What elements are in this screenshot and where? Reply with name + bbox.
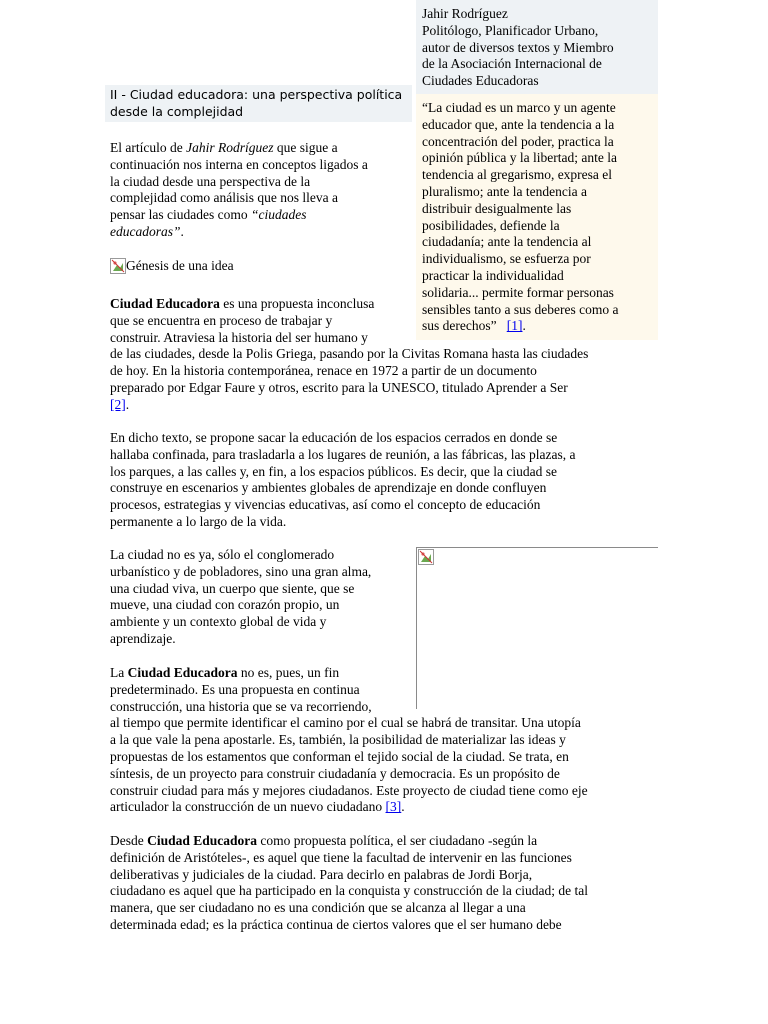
paragraph-5 [110, 833, 588, 934]
paragraph-text: articulador la construcción de un nuevo ciudadano [110, 799, 386, 815]
paragraph-line: construir ciudad para más y mejores ciudadanos. Este proyecto de ciudad tiene como eje [110, 782, 588, 798]
quote-line: distribuir desigualmente las [422, 200, 572, 216]
intro-emphasis: “ciudades [250, 207, 307, 223]
intro-line: continuación nos interna en conceptos ligados a [110, 156, 368, 172]
section-title-line: II - Ciudad educadora: una perspectiva política [110, 87, 403, 102]
intro-line [110, 207, 410, 224]
paragraph-1 [110, 296, 588, 414]
intro-text: que sigue a [273, 140, 338, 155]
footnote-link-2[interactable]: [2] [110, 396, 126, 412]
intro-text: . [180, 223, 184, 239]
author-bio-line: de la Asociación Internacional de [422, 56, 602, 72]
paragraph-line: síntesis, de un proyecto para construir ciudadanía y democracia. Es un propósito de [110, 765, 560, 781]
author-name: Jahir Rodríguez [422, 6, 508, 21]
paragraph-line: deliberativas y judiciales de la ciudad. Para decirlo en palabras de Jordi Borja, [110, 866, 533, 882]
paragraph-line: hallaba confinada, para trasladarla a los lugares de reunión, a las fábricas, las plazas, a [110, 446, 576, 462]
paragraph-line: que se encuentra en proceso de trabajar y [110, 312, 333, 328]
author-box [416, 0, 658, 94]
bold-term: Ciudad Educadora [110, 296, 220, 311]
genesis-heading [110, 258, 234, 275]
paragraph-line [110, 665, 588, 682]
quote-line: pluralismo; ante la tendencia a [422, 183, 587, 199]
section-title [105, 85, 412, 122]
paragraph-line: propuestas de los estamentos que conforman el tejido social de la ciudad. Se trata, en [110, 748, 569, 764]
paragraph-line: permanente a lo largo de la vida. [110, 513, 287, 529]
paragraph-line: manera, que ser ciudadano no es una condición que se alcanza al llegar a una [110, 900, 526, 916]
quote-period: . [522, 318, 526, 334]
intro-text: pensar las ciudades como [110, 207, 251, 223]
paragraph-text: Desde [110, 833, 148, 848]
broken-image-icon [418, 549, 434, 565]
paragraph-line: los parques, a las calles y, en fin, a los espacios públicos. Es decir, que la ciudad se [110, 463, 557, 479]
paragraph-line [110, 799, 588, 816]
section-title-line: desde la complejidad [110, 103, 244, 119]
quote-line: sus derechos” [422, 318, 497, 334]
paragraph-line: construye en escenarios y ambientes globales de aprendizaje en donde confluyen [110, 480, 547, 496]
bold-term: Ciudad Educadora [127, 665, 238, 680]
intro-line: la ciudad desde una perspectiva de la [110, 173, 311, 189]
paragraph-line: al tiempo que permite identificar el camino por el cual se habrá de transitar. Una utopía [110, 715, 581, 731]
intro-line [110, 140, 410, 157]
paragraph-line: procesos, estrategias y vivencias educativas, así como el concepto de educación [110, 497, 541, 513]
paragraph-line: predeterminado. Es una propuesta en continua [110, 681, 360, 697]
quote-line: concentración del poder, practica la [422, 133, 614, 149]
paragraph-line: de las ciudades, desde la Polis Griega, pasando por la Civitas Romana hasta las ciudades [110, 346, 589, 362]
quote-line: tendencia al gregarismo, expresa el [422, 167, 613, 183]
quote-line: sensibles tanto a sus deberes como a [422, 301, 619, 317]
quote-line: “La ciudad es un marco y un agente [422, 100, 616, 115]
footnote-link-3[interactable]: [3] [385, 799, 402, 815]
paragraph-line: ciudadano es aquel que ha participado en la conquista y construcción de la ciudad; de tal [110, 883, 588, 899]
quote-line: posibilidades, defiende la [422, 217, 560, 233]
quote-line: educador que, ante la tendencia a la [422, 116, 615, 132]
author-bio-line: Ciudades Educadoras [422, 73, 539, 89]
paragraph-3 [110, 547, 371, 648]
paragraph-line: definición de Aristóteles-, es aquel que tiene la facultad de intervenir en las funciones [110, 849, 572, 865]
paragraph-4 [110, 665, 588, 816]
author-bio-line: autor de diversos textos y Miembro [422, 39, 614, 55]
paragraph-line: construcción, una historia que se va recorriendo, [110, 698, 372, 714]
intro-text: El artículo de [110, 140, 187, 155]
paragraph-line [110, 833, 588, 850]
paragraph-line [110, 397, 588, 414]
paragraph-line: una ciudad viva, un cuerpo que siente, que se [110, 580, 355, 596]
paragraph-text: . [125, 396, 130, 412]
paragraph-text: no es, pues, un fin [237, 665, 340, 680]
paragraph-text: . [401, 799, 405, 815]
paragraph-line: construir. Atraviesa la historia del ser humano y [110, 329, 368, 345]
quote-line: solidaria... permite formar personas [422, 284, 614, 300]
paragraph-text: como propuesta política, el ser ciudadano -según la [257, 833, 538, 848]
broken-image-icon [110, 258, 126, 274]
author-name-inline: Jahir Rodríguez [186, 140, 274, 155]
paragraph-line: La ciudad no es ya, sólo el conglomerado [110, 547, 335, 562]
paragraph-line: ambiente y un contexto global de vida y [110, 614, 327, 630]
paragraph-line [110, 296, 588, 313]
intro-paragraph [110, 140, 410, 241]
genesis-label: Génesis de una idea [126, 258, 234, 273]
paragraph-line: mueve, una ciudad con corazón propio, un [110, 597, 340, 613]
paragraph-line: a la que vale la pena apostarle. Es, también, la posibilidad de materializar las ideas y [110, 732, 566, 748]
paragraph-line: aprendizaje. [110, 630, 176, 646]
intro-line: complejidad como análisis que nos lleva a [110, 190, 338, 206]
intro-line [110, 224, 410, 241]
paragraph-line: de hoy. En la historia contemporánea, renace en 1972 a partir de un documento [110, 363, 537, 379]
paragraph-line: determinada edad; es la práctica continua de ciertos valores que el ser humano debe [110, 916, 562, 932]
intro-emphasis: educadoras” [110, 223, 181, 239]
author-bio-line: Politólogo, Planificador Urbano, [422, 22, 599, 38]
quote-line: opinión pública y la libertad; ante la [422, 150, 617, 166]
bold-term: Ciudad Educadora [147, 833, 258, 848]
paragraph-2 [110, 430, 576, 531]
quote-line: individualismo, se esfuerza por [422, 251, 591, 267]
paragraph-text: es una propuesta inconclusa [219, 296, 375, 311]
paragraph-line: preparado por Edgar Faure y otros, escrito para la UNESCO, titulado Aprender a Ser [110, 379, 568, 395]
paragraph-line: En dicho texto, se propone sacar la educación de los espacios cerrados en donde se [110, 430, 558, 445]
paragraph-line: urbanístico y de pobladores, sino una gran alma, [110, 563, 372, 579]
paragraph-text: La [110, 665, 128, 680]
footnote-link-1[interactable]: [1] [506, 318, 523, 334]
quote-line: ciudadanía; ante la tendencia al [422, 234, 592, 250]
quote-line: practicar la individualidad [422, 267, 564, 283]
